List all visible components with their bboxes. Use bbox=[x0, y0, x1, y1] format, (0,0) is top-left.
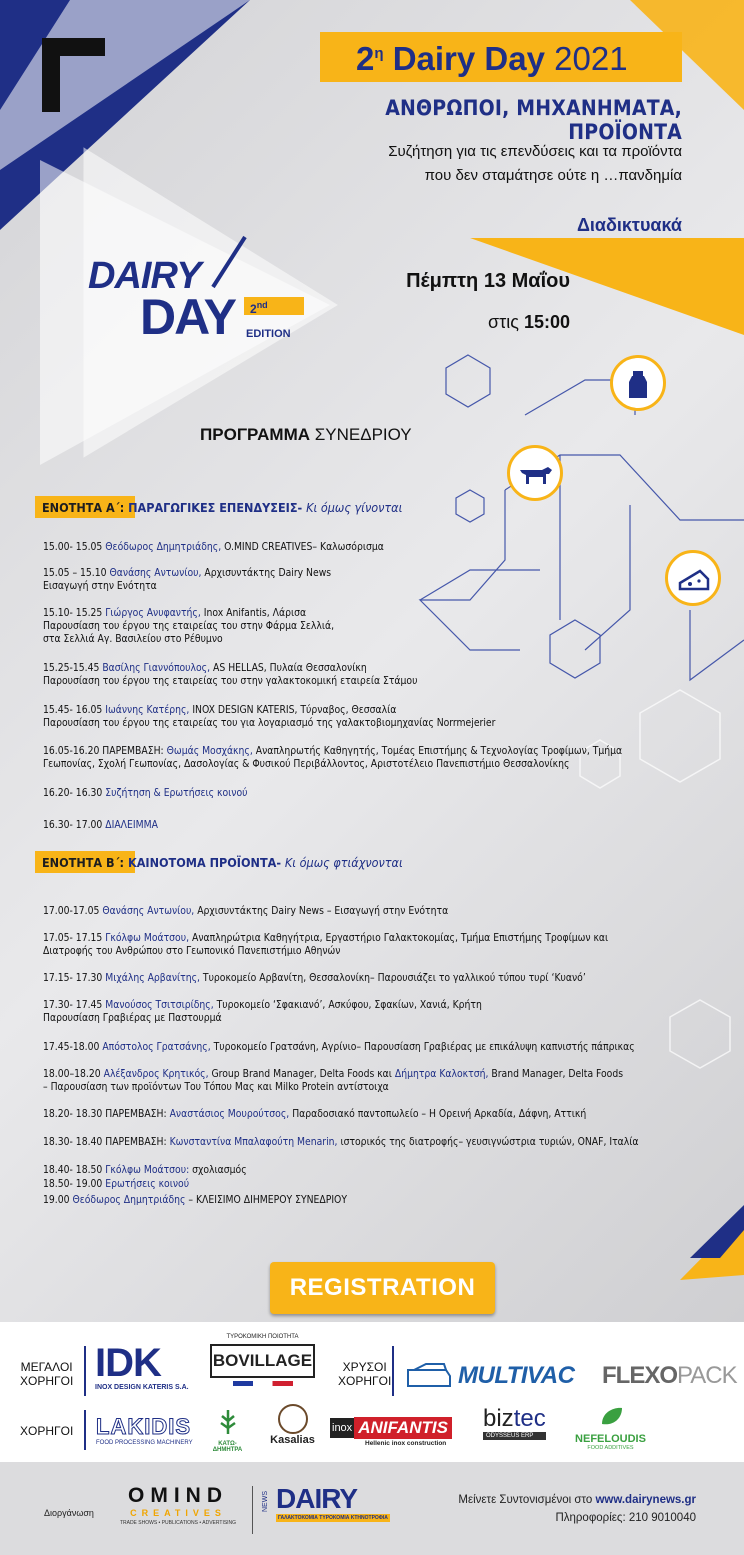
divider bbox=[252, 1486, 253, 1534]
item-time: 17.45-18.00 bbox=[43, 1041, 100, 1053]
item-speaker: Βασίλης Γιαννόπουλος, bbox=[102, 662, 211, 674]
item-speaker: Ιωάννης Κατέρης, bbox=[105, 704, 190, 716]
schedule-item bbox=[43, 1136, 639, 1149]
item-speaker: Γιώργος Ανυφαντής, bbox=[105, 607, 201, 619]
kato-dimitra-logo: ΚΑΤΩ-ΔΗΜΗΤΡΑ bbox=[205, 1406, 250, 1453]
item-detail: Brand Manager, Delta Foods bbox=[491, 1068, 624, 1080]
item-time: 18.30- 18.40 ΠΑΡΕΜΒΑΣΗ: bbox=[43, 1136, 167, 1148]
logo-slash bbox=[205, 232, 255, 292]
schedule-item bbox=[43, 999, 482, 1012]
item-detail: – Παρουσίαση των προϊόντων Του Τόπου Μας και Milko Protein αντίστοιχα bbox=[43, 1081, 389, 1093]
item-time: 16.30- 17.00 bbox=[43, 819, 103, 831]
schedule-item bbox=[43, 1068, 623, 1081]
schedule-item-line bbox=[43, 1012, 222, 1025]
schedule-item-line bbox=[43, 945, 340, 958]
item-time: 15.25-15.45 bbox=[43, 662, 100, 674]
dairy-news-logo: NEWS DAIRY ΓΑΛΑΚΤΟΚΟΜΙΑ ΤΥΡΟΚΟΜΙΑ ΚΤΗΝΟΤΡΟΦΙΑ bbox=[262, 1483, 388, 1521]
item-time: 15.45- 16.05 bbox=[43, 704, 103, 716]
sponsors-label: ΧΟΡΗΓΟΙ bbox=[20, 1424, 74, 1438]
item-detail: Αρχισυντάκτης Dairy News – Εισαγωγή στην Ενότητα bbox=[197, 905, 449, 917]
item-detail: – ΚΛΕΙΣΙΜΟ ΔΙΗΜΕΡΟΥ ΣΥΝΕΔΡΙΟΥ bbox=[188, 1194, 348, 1206]
multivac-logo: MULTIVAC bbox=[458, 1362, 575, 1389]
item-detail: ιστορικός της διατροφής– γευσιγνώστρια τυριών, ONAF, Ιταλία bbox=[340, 1136, 639, 1148]
lakidis-logo: LAKIDIS FOOD PROCESSING MACHINERY bbox=[96, 1414, 193, 1446]
kasalias-logo: Kasalias bbox=[265, 1404, 320, 1446]
item-detail: Παρουσίαση του έργου της εταιρείας του στην γαλακτοκομική εταιρεία Στάμου bbox=[43, 675, 418, 687]
online-label: Διαδικτυακά bbox=[576, 215, 682, 235]
schedule-item-line bbox=[43, 1081, 389, 1094]
item-speaker: Θεόδωρος Δημητριάδης, bbox=[105, 541, 222, 553]
schedule-item bbox=[43, 745, 622, 758]
organizer-label: Διοργάνωση bbox=[44, 1508, 94, 1518]
logo-day-text: DAY bbox=[140, 289, 235, 345]
nefeloudis-logo: NEFELOUDIS FOOD ADDITIVES bbox=[568, 1404, 653, 1451]
biztec-logo: biztec ODYSSEUS ERP bbox=[483, 1405, 546, 1439]
item-detail: στα Σελλιά Αγ. Βασιλείου στο Ρέθυμνο bbox=[43, 633, 223, 645]
logo-edition-number: 2nd bbox=[250, 300, 268, 316]
page-title: $2^\eta$ Dairy Day 2021 bbox=[356, 40, 628, 77]
item-time: 16.20- 16.30 bbox=[43, 787, 103, 799]
item-detail: Παραδοσιακό παντοπωλείο – Η Ορεινή Αρκαδία, Δάφνη, Αττική bbox=[292, 1108, 587, 1120]
major-sponsors-label: ΜΕΓΑΛΟΙ ΧΟΡΗΓΟΙ bbox=[20, 1360, 74, 1388]
item-speaker: Δήμητρα Καλοκτσή, bbox=[394, 1068, 489, 1080]
item-time: 18.00–18.20 bbox=[43, 1068, 101, 1080]
item-detail: Inox Anifantis, Λάρισα bbox=[203, 607, 307, 619]
schedule-item bbox=[43, 541, 384, 554]
bovillage-logo: ΤΥΡΟΚΟΜΙΚΗ ΠΟΙΟΤΗΤΑ BOVILLAGE bbox=[210, 1334, 315, 1396]
schedule-item bbox=[43, 905, 448, 918]
schedule-item-line bbox=[43, 580, 157, 593]
divider bbox=[392, 1346, 394, 1396]
item-detail: O.MIND CREATIVES– Καλωσόρισμα bbox=[224, 541, 384, 553]
schedule-item-line bbox=[43, 717, 495, 730]
schedule-item-line bbox=[43, 758, 569, 771]
item-detail: Group Brand Manager, Delta Foods και bbox=[211, 1068, 392, 1080]
item-detail: Αρχισυντάκτης Dairy News bbox=[204, 567, 332, 579]
item-time: 17.15- 17.30 bbox=[43, 972, 103, 984]
idk-logo: IDK INOX DESIGN KATERIS S.A. bbox=[95, 1341, 189, 1391]
stay-tuned-line: Μείνετε Συντονισμένοι στο www.dairynews.gr bbox=[458, 1494, 696, 1506]
item-time: 18.20- 18.30 ΠΑΡΕΜΒΑΣΗ: bbox=[43, 1108, 167, 1120]
gold-sponsors-label: ΧΡΥΣΟΙ ΧΟΡΗΓΟΙ bbox=[338, 1360, 392, 1388]
schedule-item-line bbox=[43, 620, 334, 633]
leaf-icon bbox=[596, 1404, 626, 1428]
schedule-item bbox=[43, 819, 158, 832]
event-subtitle: ΑΝΘΡΩΠΟΙ, ΜΗΧΑΝΗΜΑΤΑ, ΠΡΟΪΟΝΤΑ bbox=[385, 96, 682, 144]
item-time: 15.10- 15.25 bbox=[43, 607, 103, 619]
item-time: 16.05-16.20 ΠΑΡΕΜΒΑΣΗ: bbox=[43, 745, 164, 757]
cheese-icon bbox=[665, 550, 721, 606]
event-tagline: Συζήτηση για τις επενδύσεις και τα προϊόντα που δεν σταμάτησε ούτε η …πανδημία bbox=[388, 143, 682, 184]
item-speaker: Θανάσης Αντωνίου, bbox=[109, 567, 202, 579]
schedule-item-line bbox=[43, 633, 223, 646]
program-heading: ΠΡΟΓΡΑΜΜΑ ΣΥΝΕΔΡΙΟΥ bbox=[200, 425, 412, 444]
schedule-item bbox=[43, 1108, 586, 1121]
item-detail: Παρουσίαση του έργου της εταιρείας του στην Φάρμα Σελλιά, bbox=[43, 620, 335, 632]
anifantis-sub: Hellenic inox construction bbox=[365, 1440, 447, 1447]
schedule-item bbox=[43, 972, 586, 985]
schedule-item bbox=[43, 704, 396, 717]
item-speaker: Γκόλφω Μοάτσου: bbox=[105, 1164, 190, 1176]
item-time: 18.50- 19.00 bbox=[43, 1178, 103, 1190]
website-link[interactable]: www.dairynews.gr bbox=[595, 1494, 696, 1506]
item-speaker: ΔΙΑΛΕΙΜΜΑ bbox=[105, 819, 158, 831]
item-time: 15.00- 15.05 bbox=[43, 541, 103, 553]
info-line: Πληροφορίες: 210 9010040 bbox=[555, 1512, 696, 1524]
item-detail: Διατροφής του Ανθρώπου στο Γεωπονικό Πανεπιστήμιο Αθηνών bbox=[43, 945, 341, 957]
item-time: 17.30- 17.45 bbox=[43, 999, 103, 1011]
item-speaker: Συζήτηση & Ερωτήσεις κοινού bbox=[105, 787, 248, 799]
schedule-item-line bbox=[43, 675, 417, 688]
item-detail: Τυροκομείο Γρατσάνη, Αγρίνιο– Παρουσίαση Γραβιέρας με επικάλυψη καπνιστής πάπρικας bbox=[213, 1041, 635, 1053]
item-speaker: Αλέξανδρος Κρητικός, bbox=[103, 1068, 209, 1080]
wheat-icon bbox=[211, 1406, 245, 1436]
omind-logo: OMIND CREATIVES TRADE SHOWS • PUBLICATIONS • ADVERTISING bbox=[119, 1484, 237, 1526]
schedule-item bbox=[43, 567, 331, 580]
item-detail: σχολιασμός bbox=[192, 1164, 247, 1176]
flexopack-logo: FLEXOPACK bbox=[602, 1362, 737, 1389]
item-time: 17.05- 17.15 bbox=[43, 932, 103, 944]
item-speaker: Ερωτήσεις κοινού bbox=[105, 1178, 190, 1190]
registration-button[interactable]: REGISTRATION bbox=[270, 1262, 495, 1314]
divider bbox=[84, 1346, 86, 1396]
item-time: 19.00 bbox=[43, 1194, 70, 1206]
item-detail: INOX DESIGN KATERIS, Τύρναβος, Θεσσαλία bbox=[192, 704, 397, 716]
item-speaker: Γκόλφω Μοάτσου, bbox=[105, 932, 190, 944]
anifantis-logo: inox ANIFANTIS bbox=[330, 1416, 452, 1440]
closing-item bbox=[43, 1164, 247, 1177]
multivac-machine-icon bbox=[404, 1362, 454, 1390]
item-detail: Γεωπονίας, Σχολή Γεωπονίας, Δασολογίας & Φυσικού Περιβάλλοντος, Αριστοτέλειο Πανεπιστήμιο Θεσσαλονίκης bbox=[43, 758, 570, 770]
item-speaker: Θανάσης Αντωνίου, bbox=[102, 905, 195, 917]
logo-edition-label: EDITION bbox=[246, 328, 291, 340]
item-detail: Εισαγωγή στην Ενότητα bbox=[43, 580, 157, 592]
section-a-heading: ΕΝΟΤΗΤΑ Α΄: ΠΑΡΑΓΩΓΙΚΕΣ ΕΠΕΝΔΥΣΕΙΣ- Κι όμως γίνονται bbox=[42, 500, 403, 515]
section-b-heading: ΕΝΟΤΗΤΑ Β΄: ΚΑΙΝΟΤΟΜΑ ΠΡΟΪΟΝΤΑ- Κι όμως φτιάχνονται bbox=[42, 855, 403, 870]
item-detail: Αναπληρώτρια Καθηγήτρια, Εργαστήριο Γαλακτοκομίας, Τμήμα Επιστήμης Τροφίμων και bbox=[191, 932, 609, 944]
schedule-item bbox=[43, 932, 608, 945]
item-detail: Αναπληρωτής Καθηγητής, Τομέας Επιστήμης & Τεχνολογίας Τροφίμων, Τμήμα bbox=[255, 745, 623, 757]
item-time: 18.40- 18.50 bbox=[43, 1164, 103, 1176]
item-time: 17.00-17.05 bbox=[43, 905, 100, 917]
item-detail: AS HELLAS, Πυλαία Θεσσαλονίκη bbox=[213, 662, 367, 674]
footer bbox=[0, 1462, 744, 1555]
item-detail: Τυροκομείο Αρβανίτη, Θεσσαλονίκη– Παρουσιάζει το γαλλικού τύπου τυρί ‘Κυανό’ bbox=[202, 972, 586, 984]
item-detail: Τυροκομείο ‘Σφακιανό’, Ασκύφου, Σφακίων, Χανιά, Κρήτη bbox=[216, 999, 482, 1011]
schedule-item bbox=[43, 1041, 635, 1054]
divider bbox=[84, 1410, 86, 1450]
item-speaker: Αναστάσιος Μουρούτσος, bbox=[169, 1108, 290, 1120]
item-speaker: Θεόδωρος Δημητριάδης bbox=[72, 1194, 186, 1206]
item-speaker: Απόστολος Γρατσάνης, bbox=[102, 1041, 211, 1053]
item-speaker: Θωμάς Μοσχάκης, bbox=[166, 745, 253, 757]
milk-bottle-icon bbox=[610, 355, 666, 411]
closing-item bbox=[43, 1194, 347, 1207]
schedule-item bbox=[43, 787, 247, 800]
event-time: στις 15:00 bbox=[488, 312, 570, 332]
event-date: Πέμπτη 13 Μαΐου bbox=[406, 270, 570, 292]
sponsors-panel bbox=[0, 1322, 744, 1462]
closing-item bbox=[43, 1178, 189, 1191]
schedule-item bbox=[43, 662, 367, 675]
item-speaker: Κωνσταντίνα Μπαλαφούτη Menarin, bbox=[169, 1136, 338, 1148]
item-detail: Παρουσίαση Γραβιέρας με Παστουρμά bbox=[43, 1012, 222, 1024]
item-time: 15.05 – 15.10 bbox=[43, 567, 107, 579]
item-detail: Παρουσίαση του έργου της εταιρείας του για λογαριασμό της γαλακτοβιομηχανίας Norrmejerier bbox=[43, 717, 496, 729]
schedule-item bbox=[43, 607, 306, 620]
logo-dairy-text: DAIRY bbox=[88, 255, 201, 297]
cow-icon bbox=[507, 445, 563, 501]
item-speaker: Μανούσος Τσιτσιρίδης, bbox=[105, 999, 214, 1011]
kasalias-emblem-icon bbox=[278, 1404, 308, 1434]
item-speaker: Μιχάλης Αρβανίτης, bbox=[105, 972, 200, 984]
